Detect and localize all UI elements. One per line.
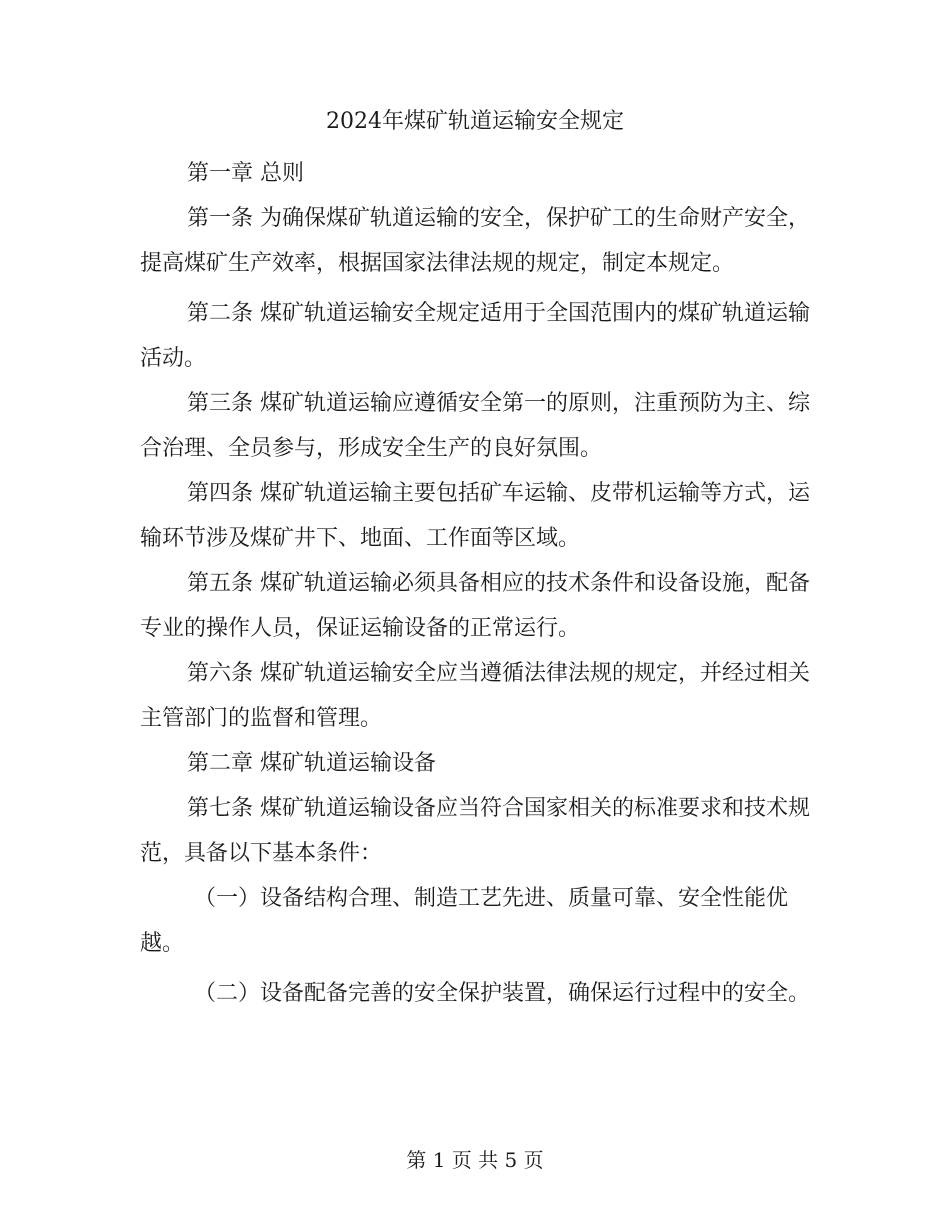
page-footer: 第 1 页 共 5 页: [406, 1148, 544, 1172]
chapter-heading: 第二章 煤矿轨道运输设备: [187, 751, 436, 776]
article-paragraph: 第六条 煤矿轨道运输安全应当遵循法律法规的规定，并经过相关主管部门的监督和管理。: [140, 661, 810, 731]
chapter-heading: 第一章 总则: [187, 161, 304, 186]
article-paragraph: 第一条 为确保煤矿轨道运输的安全，保护矿工的生命财产安全，提高煤矿生产效率，根据国家法律法规的规定，制定本规定。: [140, 206, 810, 276]
list-item-paragraph: （二）设备配备完善的安全保护装置，确保运行过程中的安全。: [194, 981, 811, 1006]
article-paragraph: 第三条 煤矿轨道运输应遵循安全第一的原则，注重预防为主、综合治理、全员参与，形成安全生产的良好氛围。: [140, 391, 810, 461]
list-item-paragraph: （一）设备结构合理、制造工艺先进、质量可靠、安全性能优越。: [140, 886, 789, 956]
article-paragraph: 第二条 煤矿轨道运输安全规定适用于全国范围内的煤矿轨道运输活动。: [140, 301, 810, 371]
document-body: [140, 151, 812, 1016]
article-paragraph: 第七条 煤矿轨道运输设备应当符合国家相关的标准要求和技术规范，具备以下基本条件：: [140, 796, 810, 866]
article-paragraph: 第四条 煤矿轨道运输主要包括矿车运输、皮带机运输等方式，运输环节涉及煤矿井下、地面、工作面等区域。: [140, 481, 810, 551]
document-title: 2024年煤矿轨道运输安全规定: [326, 109, 624, 134]
article-paragraph: 第五条 煤矿轨道运输必须具备相应的技术条件和设备设施，配备专业的操作人员，保证运输设备的正常运行。: [140, 571, 810, 641]
